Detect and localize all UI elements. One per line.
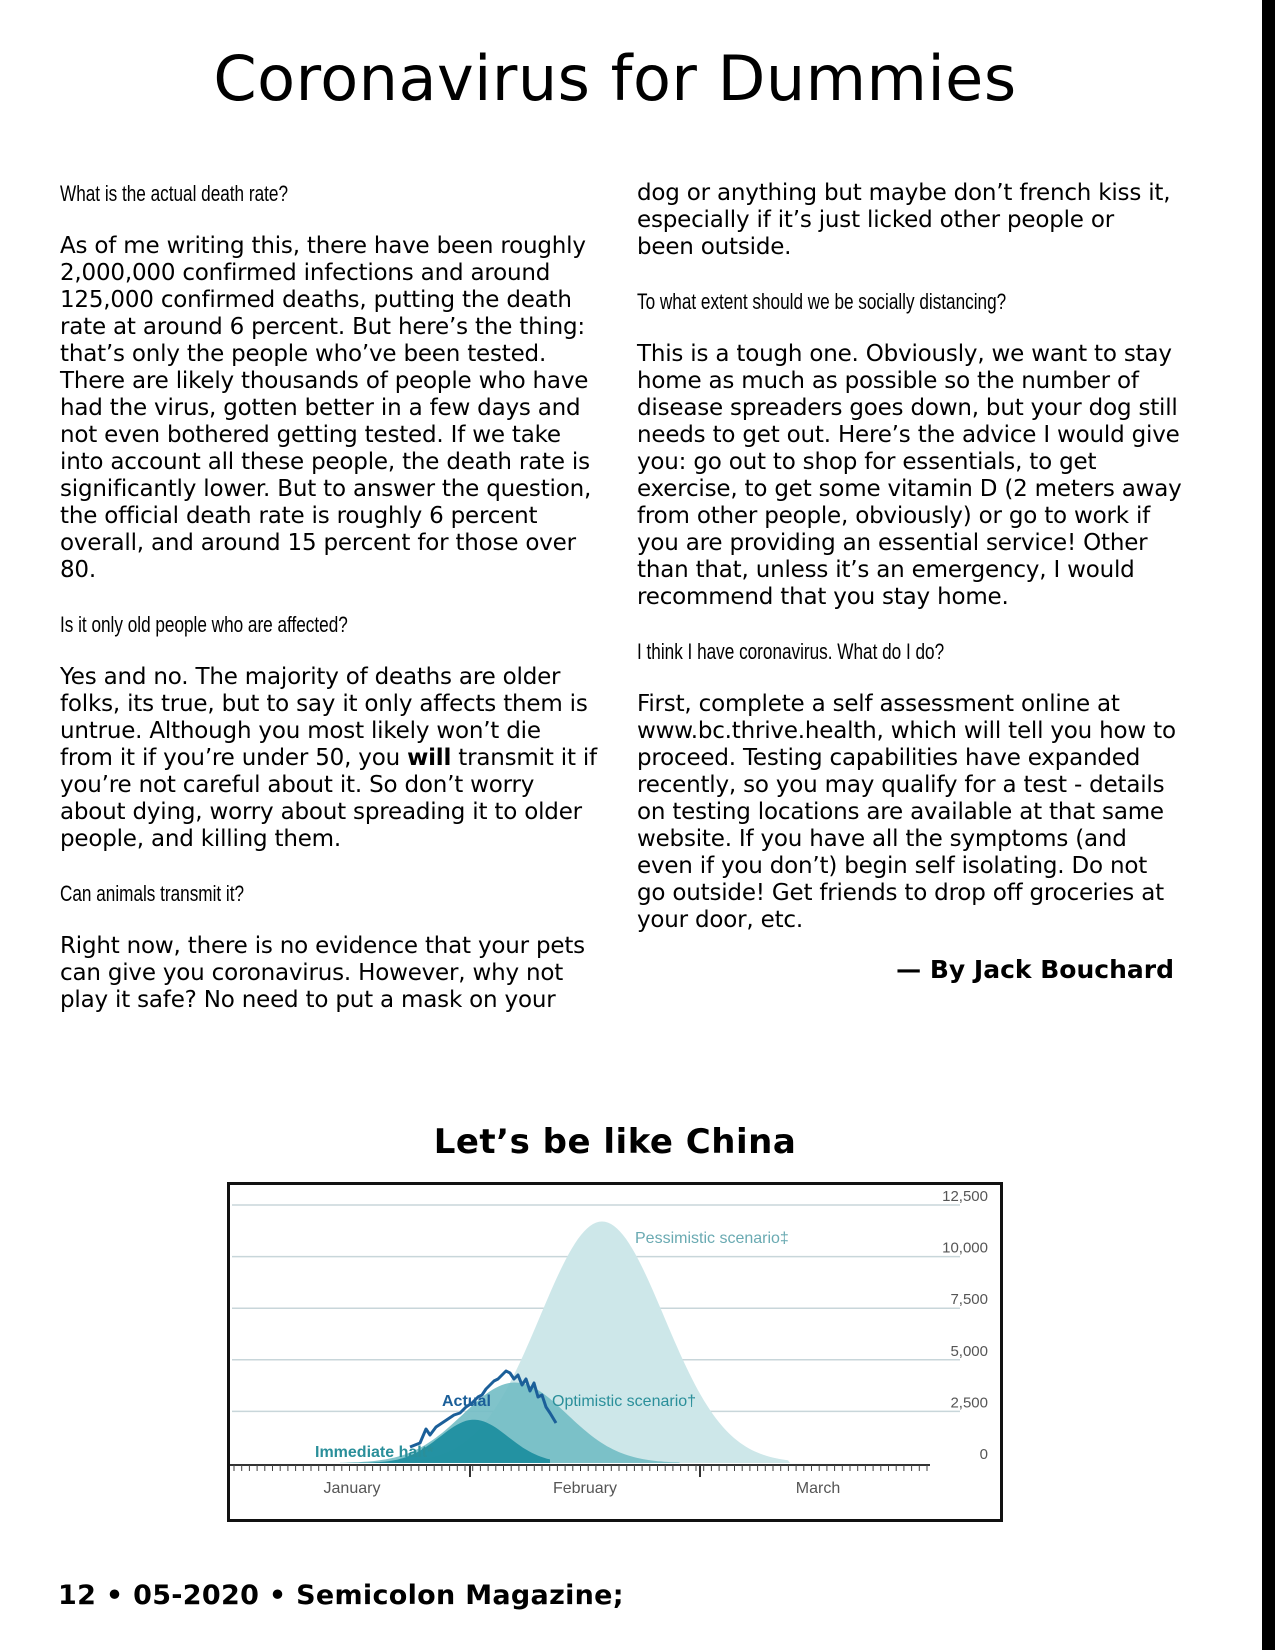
x-tick-label: March [795, 1480, 841, 1497]
question-what-to-do: I think I have coronavirus. What do I do? [637, 639, 945, 664]
legend-optimistic-scenario: Optimistic scenario† [552, 1393, 697, 1410]
chart-frame [227, 1182, 1003, 1522]
y-axis-ticks [942, 1188, 988, 1463]
answer-old-people-part1: Yes and no. The majority of deaths are older folks, its true, but to say it only affects them is untrue. Although you most likely won’t die from it if you’re under 50, you [60, 664, 588, 771]
page-footer: 12 • 05-2020 • Semicolon Magazine; [58, 1580, 624, 1611]
answer-old-people-emphasis: will [407, 745, 452, 771]
article-title: Coronavirus for Dummies [213, 42, 1017, 115]
answer-animals-continued [637, 180, 1182, 261]
x-axis-ticks [324, 1480, 841, 1497]
right-column [637, 180, 1182, 983]
chart-title: Let’s be like China [433, 1122, 797, 1162]
y-tick-label: 10,000 [942, 1239, 988, 1257]
y-tick-label: 7,500 [950, 1291, 988, 1309]
legend-immediate-halt: Immediate halt* [315, 1444, 434, 1461]
left-column [60, 180, 600, 1041]
legend-pessimistic-scenario: Pessimistic scenario‡ [635, 1230, 789, 1247]
right-edge-bar [1262, 0, 1275, 1650]
question-social-distancing: To what extent should we be socially distancing? [637, 289, 1007, 314]
x-tick-label: January [323, 1480, 381, 1497]
answer-social-distancing: This is a tough one. Obviously, we want to stay home as much as possible so the number of disease spreaders goes down, but your dog still needs to get out. Here’s the advice I would give you: go out to shop for essentials, to get exercise, to get some vitamin D (2 meters away from other people, obviously) or go to work if you are providing an essential service! Other than that, unless it’s an emergency, I would recommend that you stay home. [637, 341, 1182, 610]
answer-animals: Right now, there is no evidence that your pets can give you coronavirus. However, why not play it safe? No need to put a mask on your [60, 933, 585, 1013]
answer-old-people [60, 664, 600, 853]
x-tick-label: February [552, 1480, 618, 1497]
x-axis [230, 1465, 930, 1477]
legend-actual: Actual [442, 1393, 491, 1410]
question-animals: Can animals transmit it? [60, 881, 245, 906]
answer-death-rate: As of me writing this, there have been roughly 2,000,000 confirmed infections and around 125,000 confirmed deaths, putting the death rate at around 6 percent. But here’s the thing: that’s only the people who’ve been tested. There are likely thousands of people who have had the virus, gotten better in a few days and not even bothered getting tested. If we take into account all these people, the death rate is significantly lower. But to answer the question, the official death rate is roughly 6 percent overall, and around 15 percent for those over 80. [60, 233, 592, 583]
answer-old-people-part2: transmit it if you’re not careful about it. So don’t worry about dying, worry about spreading it to older people, and killing them. [60, 745, 597, 852]
answer-animals-continued-text: dog or anything but maybe don’t french kiss it, especially if it’s just licked other people or been outside. [637, 180, 1171, 260]
y-tick-label: 5,000 [950, 1342, 988, 1360]
byline: — By Jack Bouchard [896, 955, 1174, 984]
epidemic-curve-chart [230, 1185, 1000, 1519]
question-death-rate: What is the actual death rate? [60, 181, 288, 206]
answer-what-to-do: First, complete a self assessment online at www.bc.thrive.health, which will tell you how to proceed. Testing capabilities have expanded recently, so you may qualify for a test - details on testing locations are available at that same website. If you have all the symptoms (and even if you don’t) begin self isolating. Do not go outside! Get friends to drop off groceries at your door, etc. [637, 691, 1176, 933]
question-old-people: Is it only old people who are affected? [60, 612, 348, 637]
y-tick-label: 2,500 [950, 1394, 988, 1412]
y-tick-label: 12,500 [942, 1188, 988, 1205]
y-tick-label: 0 [979, 1446, 988, 1463]
